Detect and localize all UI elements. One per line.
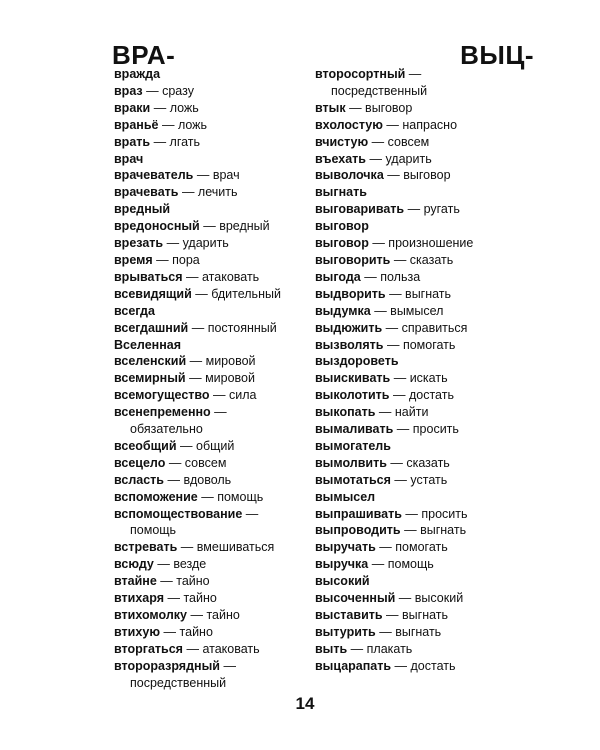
entry-definition: просить [412, 422, 459, 437]
entry-dash: — [372, 236, 385, 251]
entry-dash: — [190, 608, 203, 622]
entry-headword: вспомоществование [114, 506, 243, 521]
entry-dash: — [389, 286, 402, 301]
entry-headword: встревать [114, 540, 178, 555]
entry-headword: врачеватель [114, 168, 194, 183]
entry-dash: — [203, 219, 216, 234]
entry-dash: — [214, 405, 227, 420]
entry-definition: выгнать [405, 286, 452, 301]
entry-definition: постоянный [207, 320, 277, 335]
entry-definition: ударить [182, 236, 229, 251]
entry-headword: всенепременно [114, 405, 211, 420]
entry-definition: ложь [169, 100, 199, 115]
entry-headword: вымаливать [315, 422, 394, 437]
entry-dash: — [223, 658, 236, 673]
entry-definition: польза [380, 269, 421, 284]
entry-definition: мировой [205, 354, 256, 369]
entry-headword: высоченный [315, 591, 396, 606]
entry-definition: ударить [385, 151, 432, 166]
dictionary-entry [315, 269, 505, 286]
entry-dash: — [186, 641, 199, 656]
entry-definition: вредный [219, 219, 270, 234]
entry-headword: всеобщий [114, 438, 177, 453]
entry-headword: врезать [114, 236, 164, 251]
entry-dash: — [369, 151, 382, 166]
entry-definition: вмешиваться [196, 540, 275, 555]
entry-dash: — [196, 168, 210, 183]
entry-dash: — [146, 83, 159, 98]
entry-headword: всевидящий [114, 286, 192, 301]
entry-headword: выговор [315, 219, 369, 234]
entry-definition: выговор [403, 168, 451, 183]
entry-dash: — [181, 185, 195, 200]
dictionary-entry [114, 438, 304, 455]
entry-definition: тайно [176, 574, 210, 589]
entry-definition-continued: посредственный [130, 675, 227, 690]
entry-dash: — [408, 67, 422, 81]
entry-definition: совсем [387, 134, 430, 149]
dictionary-entry [114, 404, 304, 438]
dictionary-entry [114, 337, 304, 354]
entry-headword: вредный [114, 202, 171, 217]
dictionary-entry [114, 235, 304, 252]
entry-dash: — [404, 523, 417, 538]
entry-headword: вселенский [114, 354, 187, 369]
dictionary-entry [114, 218, 304, 235]
entry-headword: всецело [114, 455, 166, 470]
entry-definition: справиться [401, 320, 468, 335]
entry-definition: лгать [169, 134, 201, 149]
entry-dash: — [189, 371, 202, 386]
entry-dash: — [180, 438, 193, 453]
dictionary-entry [315, 522, 505, 539]
dictionary-entry [114, 573, 304, 590]
dictionary-entry [315, 151, 505, 168]
entry-headword: выискивать [315, 371, 391, 386]
entry-definition: вдоволь [183, 472, 232, 487]
entry-definition: лечить [197, 185, 238, 200]
entry-headword: всласть [114, 472, 164, 487]
entry-headword: всемогущество [114, 388, 210, 403]
dictionary-entry [114, 286, 304, 303]
entry-headword: время [114, 252, 153, 267]
dictionary-entry [114, 100, 304, 117]
entry-headword: врываться [114, 269, 183, 284]
entry-definition-continued: обязательно [130, 422, 203, 437]
entry-headword: выручка [315, 557, 369, 572]
entry-headword: выговор [315, 236, 369, 251]
entry-headword: враз [114, 83, 143, 98]
dictionary-entry [315, 201, 505, 218]
entry-definition: ложь [177, 117, 208, 132]
entry-headword: выдюжить [315, 320, 383, 335]
entry-dash: — [378, 405, 392, 420]
entry-headword: второсортный [315, 67, 406, 81]
entry-headword: врачевать [114, 185, 179, 200]
dictionary-entry [315, 218, 505, 235]
entry-headword: выцарапать [315, 658, 392, 673]
dictionary-entry [114, 489, 304, 506]
entry-headword: выволочка [315, 168, 384, 183]
dictionary-entry [114, 624, 304, 641]
entry-definition: бдительный [211, 286, 281, 301]
dictionary-entry [315, 472, 505, 489]
entry-headword: вымогатель [315, 438, 391, 453]
entry-dash: — [396, 422, 410, 437]
entry-headword: выдворить [315, 286, 386, 301]
entry-headword: втайне [114, 574, 157, 589]
dictionary-entry [114, 387, 304, 404]
dictionary-entry [114, 269, 304, 286]
entry-headword: всегдашний [114, 320, 189, 335]
dictionary-entry [315, 370, 505, 387]
entry-dash: — [371, 134, 385, 149]
entry-headword: въехать [315, 151, 366, 166]
entry-headword: выколотить [315, 388, 390, 403]
entry-headword: выставить [315, 608, 383, 622]
entry-headword: вхолостую [315, 117, 383, 132]
entry-definition: напрасно [402, 117, 458, 132]
dictionary-entry [315, 286, 505, 303]
entry-dash: — [393, 252, 407, 267]
entry-headword: высокий [315, 574, 370, 589]
entry-definition: достать [408, 388, 454, 403]
entry-headword: второразрядный [114, 658, 220, 673]
dictionary-entry [315, 455, 505, 472]
entry-dash: — [160, 574, 173, 589]
entry-definition: мировой [205, 371, 255, 386]
dictionary-entry [114, 134, 304, 151]
entry-dash: — [393, 371, 407, 386]
dictionary-entry [315, 337, 505, 354]
entry-definition: пора [172, 252, 200, 267]
entry-headword: выдумка [315, 303, 371, 318]
entry-dash: — [349, 100, 362, 115]
entry-dash: — [201, 489, 214, 504]
dictionary-entry [114, 641, 304, 658]
entry-definition: помогать [402, 337, 456, 352]
entry-definition: помогать [395, 540, 448, 555]
entry-definition: атаковать [202, 641, 260, 656]
dictionary-entry [315, 421, 505, 438]
dictionary-entry [114, 556, 304, 573]
page-number: 14 [295, 694, 315, 713]
entry-dash: — [364, 269, 377, 284]
entry-dash: — [379, 624, 392, 639]
dictionary-entry [315, 573, 505, 590]
entry-dash: — [189, 354, 203, 369]
dictionary-entry [114, 320, 304, 337]
entry-dash: — [387, 168, 400, 183]
entry-definition: выговор [365, 100, 413, 115]
dictionary-entry [315, 624, 505, 641]
entry-definition: везде [173, 557, 207, 572]
entry-definition: врач [212, 168, 240, 183]
dictionary-entry [114, 252, 304, 269]
dictionary-entry [315, 100, 505, 117]
entry-definition: высокий [414, 591, 464, 606]
dictionary-entry [114, 590, 304, 607]
entry-headword: врать [114, 134, 151, 149]
entry-dash: — [407, 202, 421, 217]
entry-dash: — [374, 303, 387, 318]
dictionary-entry [315, 167, 505, 184]
entry-dash: — [371, 557, 385, 572]
entry-dash: — [392, 388, 406, 403]
dictionary-entry [315, 66, 505, 100]
dictionary-entry [315, 320, 505, 337]
entry-headword: враньё [114, 117, 159, 132]
dictionary-entry [315, 353, 505, 370]
entry-headword: вытурить [315, 624, 376, 639]
entry-definition: совсем [184, 455, 227, 470]
dictionary-entry [315, 590, 505, 607]
entry-definition: произношение [388, 236, 474, 251]
entry-definition: помощь [217, 489, 264, 504]
entry-headword: выгода [315, 269, 361, 284]
entry-definition: просить [421, 506, 468, 521]
entry-headword: вымысел [315, 489, 376, 504]
entry-definition-continued: посредственный [331, 83, 428, 98]
dictionary-entry [114, 353, 304, 370]
entry-headword: всюду [114, 557, 154, 572]
dictionary-entry [315, 641, 505, 658]
dictionary-entry [114, 658, 304, 692]
dictionary-entry [315, 303, 505, 320]
entry-dash: — [398, 591, 412, 606]
entry-definition: атаковать [202, 269, 260, 284]
right-column [315, 66, 505, 675]
entry-definition: вымысел [390, 303, 444, 318]
header-range-end: ВЫЦ- [460, 40, 534, 70]
entry-dash: — [191, 320, 205, 335]
entry-headword: вражда [114, 67, 161, 81]
entry-headword: Вселенная [114, 337, 182, 352]
dictionary-entry [114, 151, 304, 168]
entry-dash: — [245, 506, 259, 521]
entry-dash: — [167, 472, 180, 487]
entry-dash: — [394, 472, 407, 487]
entry-definition: сразу [162, 83, 194, 98]
entry-headword: вымотаться [315, 472, 391, 487]
entry-headword: выпроводить [315, 523, 401, 538]
entry-dash: — [153, 100, 167, 115]
entry-dash: — [167, 591, 180, 606]
entry-headword: втихую [114, 624, 161, 639]
entry-headword: выздороветь [315, 354, 399, 369]
entry-headword: втык [315, 100, 346, 115]
entry-definition: искать [409, 371, 448, 386]
entry-definition: сказать [409, 252, 454, 267]
dictionary-entry [114, 607, 304, 624]
entry-headword: выговорить [315, 252, 391, 267]
entry-dash: — [186, 269, 199, 284]
entry-dash: — [163, 624, 177, 639]
dictionary-entry [114, 117, 304, 134]
dictionary-entry [315, 117, 505, 134]
entry-dash: — [156, 252, 169, 267]
dictionary-entry [114, 184, 304, 201]
entry-dash: — [379, 540, 392, 555]
entry-definition: ругать [423, 202, 460, 217]
entry-definition: выгнать [420, 523, 467, 538]
dictionary-entry [315, 556, 505, 573]
entry-dash: — [405, 506, 418, 521]
dictionary-entry [315, 235, 505, 252]
entry-headword: всегда [114, 303, 155, 318]
dictionary-entry [315, 506, 505, 523]
dictionary-entry [315, 438, 505, 455]
entry-dash: — [386, 608, 399, 622]
entry-definition: тайно [206, 608, 240, 622]
entry-headword: выгнать [315, 185, 367, 200]
dictionary-entry [315, 252, 505, 269]
entry-headword: вредоносный [114, 219, 200, 234]
entry-dash: — [385, 320, 399, 335]
dictionary-entry [114, 303, 304, 320]
entry-headword: врач [114, 151, 144, 166]
entry-headword: враки [114, 100, 151, 115]
entry-definition-continued: помощь [130, 523, 177, 538]
dictionary-entry [315, 658, 505, 675]
dictionary-entry [315, 134, 505, 151]
entry-dash: — [166, 236, 180, 251]
dictionary-entry [114, 83, 304, 100]
entry-dash: — [390, 455, 403, 470]
entry-dash: — [180, 540, 194, 555]
entry-dash: — [350, 641, 364, 656]
entry-dash: — [157, 557, 170, 572]
left-column [114, 66, 304, 692]
dictionary-entry [114, 455, 304, 472]
entry-dash: — [394, 658, 408, 673]
entry-definition: плакать [366, 641, 413, 656]
dictionary-entry [315, 184, 505, 201]
entry-dash: — [195, 286, 208, 301]
dictionary-entry [114, 539, 304, 556]
entry-dash: — [161, 117, 175, 132]
dictionary-entry [114, 370, 304, 387]
entry-headword: выручать [315, 540, 376, 555]
entry-dash: — [386, 337, 400, 352]
entry-headword: втихомолку [114, 608, 187, 622]
entry-dash: — [386, 117, 399, 132]
entry-headword: выть [315, 641, 348, 656]
entry-headword: вызволять [315, 337, 384, 352]
entry-headword: вчистую [315, 134, 369, 149]
entry-headword: выкопать [315, 405, 376, 420]
dictionary-entry [114, 201, 304, 218]
entry-definition: тайно [183, 591, 217, 606]
entry-definition: найти [394, 405, 429, 420]
entry-dash: — [168, 455, 182, 470]
entry-definition: достать [410, 658, 456, 673]
entry-definition: сила [229, 388, 257, 403]
dictionary-entry [315, 607, 505, 624]
dictionary-entry [315, 404, 505, 421]
dictionary-entry [114, 472, 304, 489]
dictionary-entry [315, 489, 505, 506]
entry-definition: устать [410, 472, 448, 487]
entry-headword: втихаря [114, 591, 164, 606]
entry-dash: — [213, 388, 226, 403]
entry-headword: выпрашивать [315, 506, 402, 521]
entry-dash: — [153, 134, 167, 149]
dictionary-entry [114, 506, 304, 540]
entry-headword: вспоможение [114, 489, 198, 504]
header-range-start: ВРА- [112, 40, 176, 70]
entry-definition: общий [196, 438, 235, 453]
dictionary-entry [114, 66, 304, 83]
dictionary-entry [315, 539, 505, 556]
dictionary-entry [114, 167, 304, 184]
entry-definition: сказать [406, 455, 450, 470]
entry-headword: вторгаться [114, 641, 183, 656]
entry-definition: выгнать [395, 624, 442, 639]
entry-headword: вымолвить [315, 455, 387, 470]
entry-definition: тайно [179, 624, 213, 639]
entry-definition: помощь [387, 557, 434, 572]
entry-definition: выгнать [402, 608, 449, 622]
entry-headword: всемирный [114, 371, 186, 386]
entry-headword: выговаривать [315, 202, 405, 217]
dictionary-entry [315, 387, 505, 404]
